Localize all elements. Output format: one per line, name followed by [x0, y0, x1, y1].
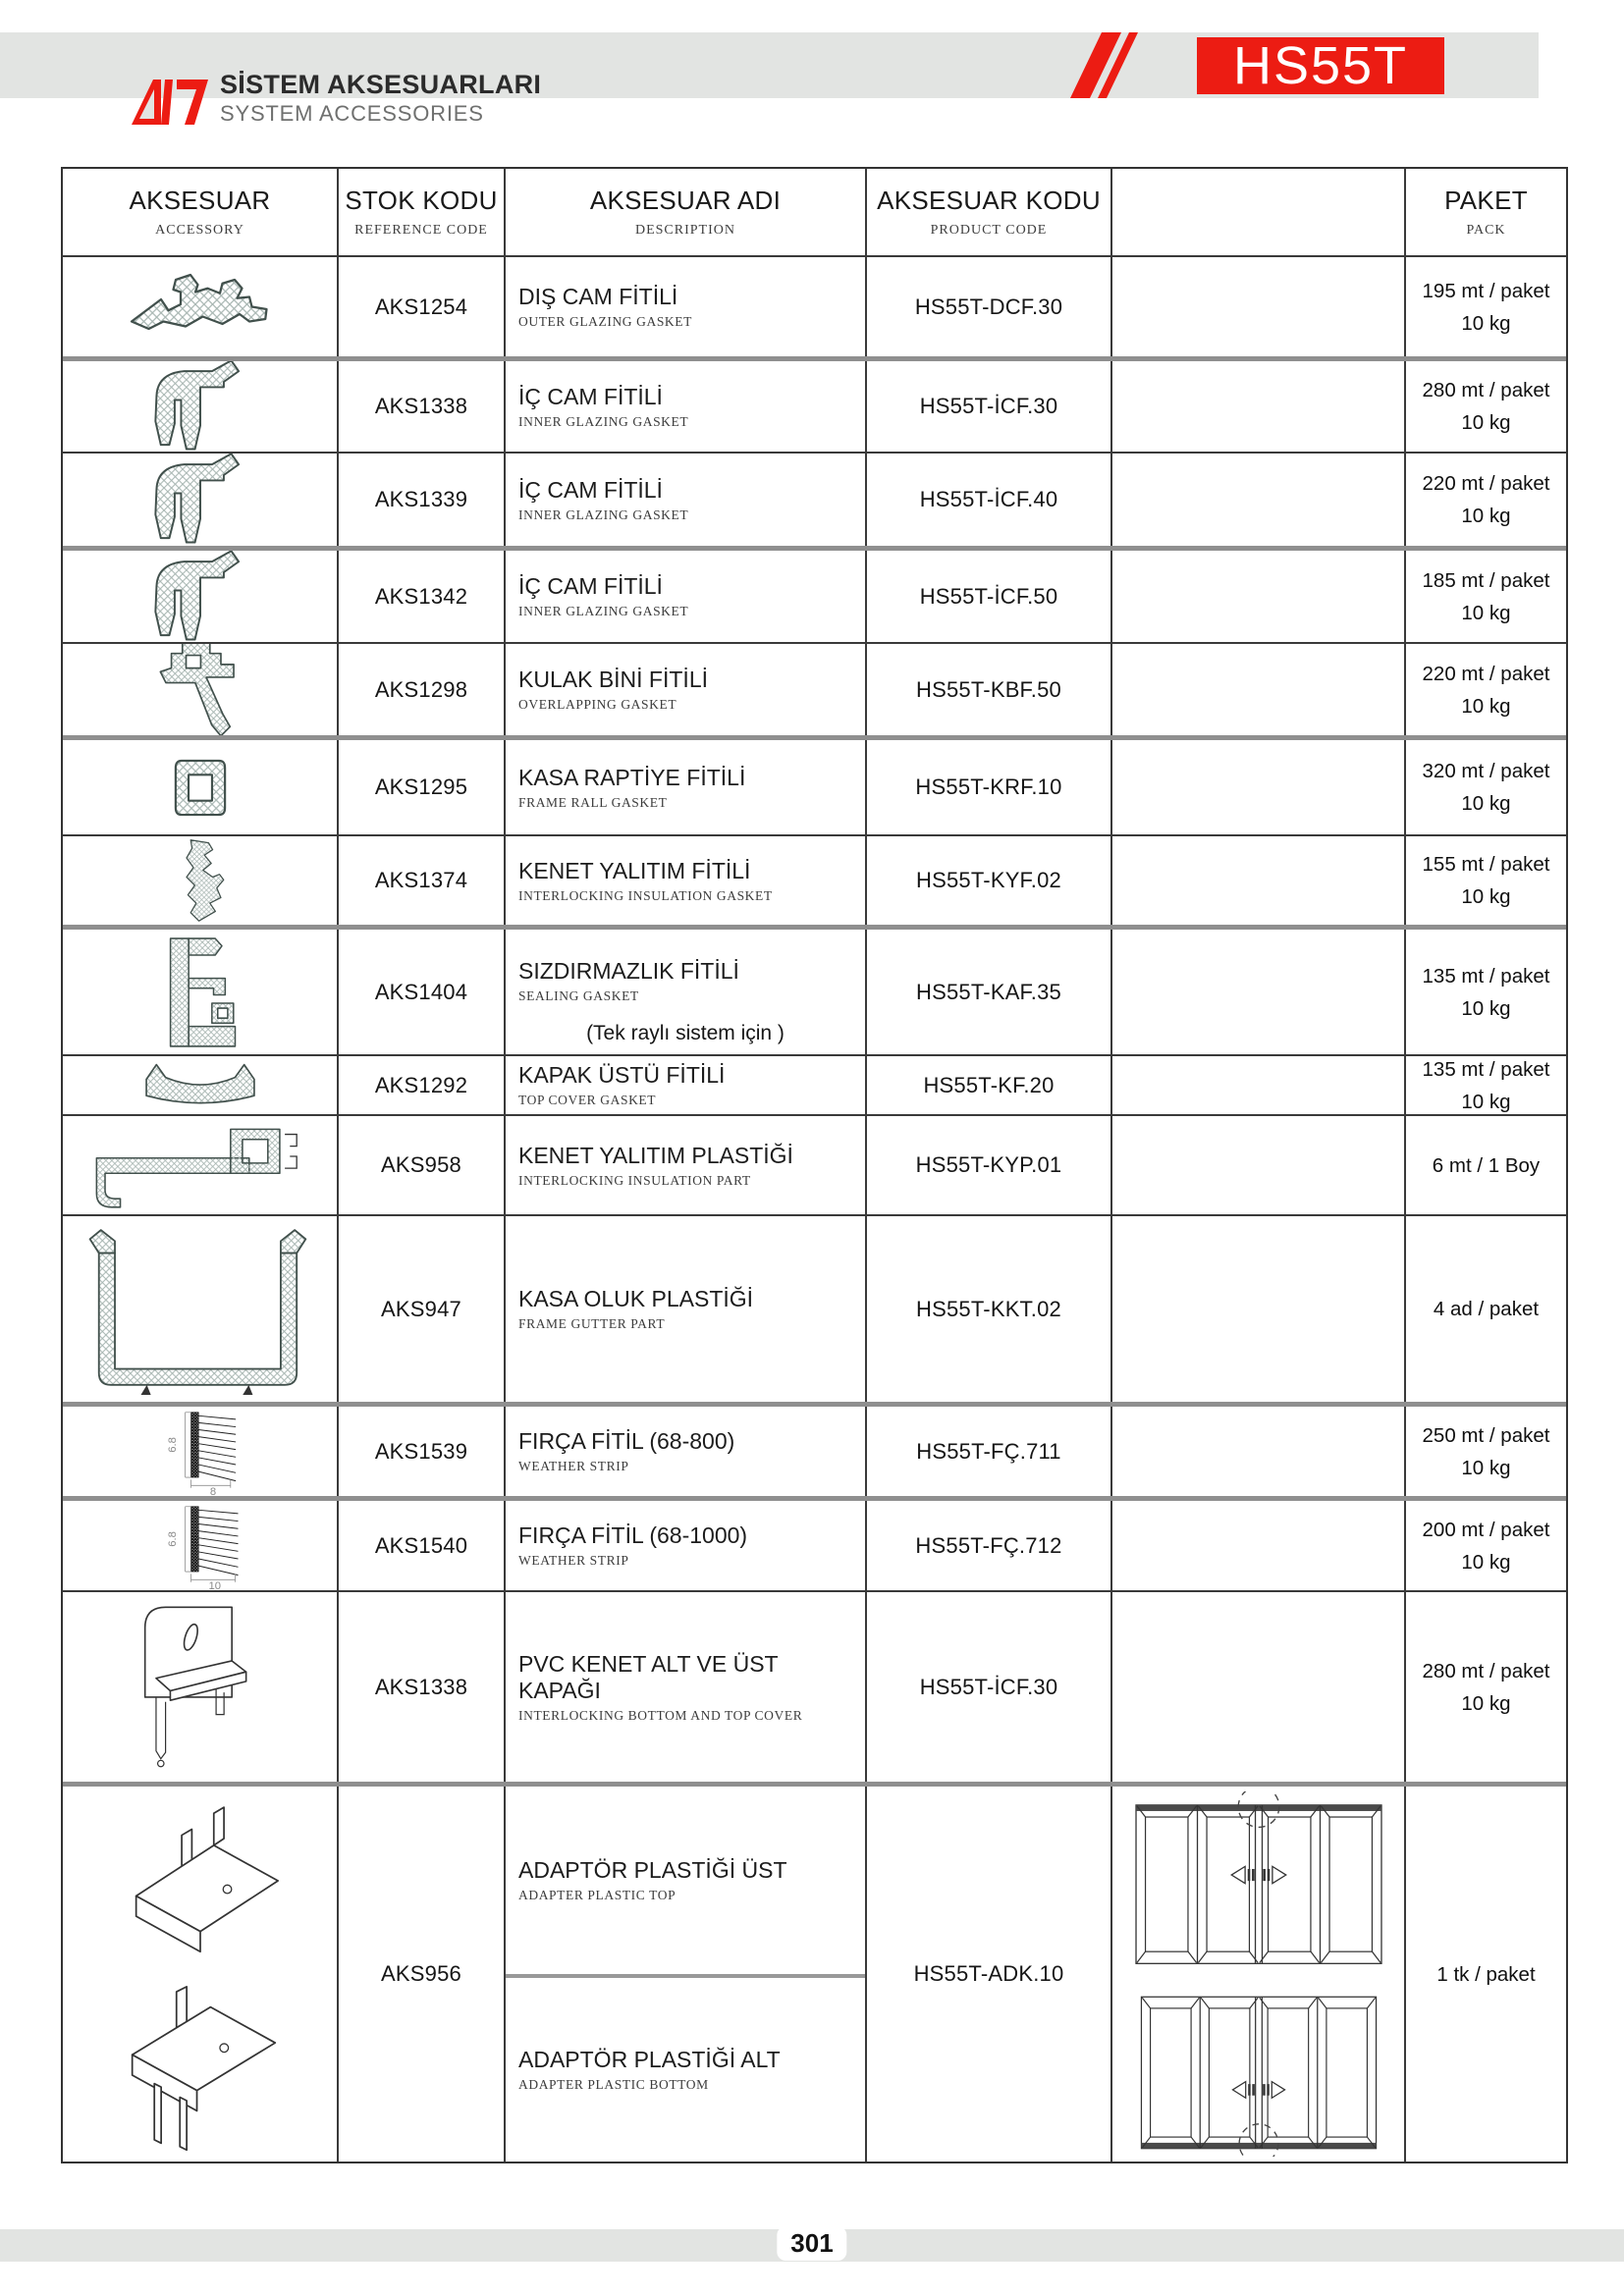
pack-info: 135 mt / paket 10 kg	[1422, 1057, 1550, 1113]
accessory-image-cell	[63, 1592, 339, 1782]
stock-code-value: AKS1338	[374, 394, 468, 418]
dimension-height-label: 6.8	[166, 1530, 179, 1547]
accessory-image-cell	[63, 257, 339, 356]
stock-code-value: AKS958	[381, 1152, 461, 1177]
accessory-name: KASA RAPTİYE FİTİLİ	[518, 764, 746, 790]
frame-rail-gasket-profile-icon	[171, 755, 230, 821]
product-code-value: HS55T-DCF.30	[914, 294, 1063, 319]
header-product-code	[867, 169, 1112, 255]
accessory-name-en: SEALING GASKET	[518, 988, 639, 1003]
company-logo-icon	[124, 70, 214, 129]
accessory-image-cell	[63, 740, 339, 834]
brand-title: SİSTEM AKSESUARLARI	[220, 70, 542, 99]
header-stock-code	[339, 169, 506, 255]
diagram-cell	[1112, 1407, 1406, 1496]
stock-code-value: AKS1404	[374, 979, 468, 1004]
header-accessory-en: ACCESSORY	[155, 223, 244, 238]
accessory-name: KULAK BİNİ FİTİLİ	[518, 667, 708, 692]
adapter-plastic-top-icon	[97, 1796, 303, 1965]
product-code-value: HS55T-KF.20	[923, 1072, 1055, 1097]
adapter-plastic-bottom-icon	[97, 1973, 303, 2152]
page-number-box	[777, 2226, 846, 2261]
stock-code-value: AKS1539	[374, 1438, 468, 1464]
accessory-name-en: INTERLOCKING INSULATION GASKET	[518, 887, 773, 903]
accessory-name: FIRÇA FİTİL (68-1000)	[518, 1522, 748, 1548]
product-code-value: HS55T-KKT.02	[916, 1296, 1061, 1321]
product-code-value: HS55T-İCF.50	[919, 583, 1058, 609]
accessory-name: PVC KENET ALT VE ÜST KAPAĞI	[518, 1650, 779, 1703]
stock-code-value: AKS947	[381, 1296, 461, 1321]
overlapping-gasket-profile-icon	[148, 644, 251, 735]
dimension-width-label: 8	[209, 1485, 216, 1496]
system-banner	[1197, 37, 1444, 94]
table-row	[63, 1590, 1566, 1782]
product-code-value: HS55T-KYP.01	[915, 1152, 1062, 1177]
accessory-name: SIZDIRMAZLIK FİTİLİ	[518, 958, 739, 984]
stock-code-value: AKS1298	[374, 676, 468, 702]
product-code-value: HS55T-KBF.50	[916, 676, 1061, 702]
sliding-window-top-diagram-icon	[1130, 1791, 1387, 1972]
accessory-name-en: FRAME RALL GASKET	[518, 794, 668, 810]
accessory-name-en: WEATHER STRIP	[518, 1459, 629, 1473]
diagram-cell	[1112, 644, 1406, 735]
accessory-image-cell	[63, 644, 339, 735]
accessory-name-en: INTERLOCKING INSULATION PART	[518, 1172, 751, 1188]
header-accessory-tr: AKSESUAR	[129, 186, 271, 215]
header-pack-tr: PAKET	[1444, 186, 1528, 215]
accessory-name: KASA OLUK PLASTİĞİ	[518, 1286, 754, 1311]
stock-code-value: AKS956	[381, 1961, 461, 1986]
product-code-value: HS55T-FÇ.712	[915, 1532, 1062, 1558]
diagram-cell	[1112, 551, 1406, 642]
accessory-name-en: INNER GLAZING GASKET	[518, 507, 689, 522]
diagram-cell	[1112, 1787, 1406, 2162]
diagram-cell	[1112, 740, 1406, 834]
accessory-name: İÇ CAM FİTİLİ	[518, 476, 663, 503]
header-accessory	[63, 169, 339, 255]
brand-subtitle: SYSTEM ACCESSORIES	[220, 101, 484, 126]
diagonal-stripes-icon	[1041, 32, 1208, 98]
table-row	[63, 356, 1566, 452]
pack-info: 135 mt / paket 10 kg	[1422, 964, 1550, 1020]
diagram-cell	[1112, 1056, 1406, 1114]
pack-info: 155 mt / paket 10 kg	[1422, 853, 1550, 908]
table-row	[63, 1054, 1566, 1114]
accessory-image-cell	[63, 1216, 339, 1402]
stock-code-value: AKS1292	[374, 1072, 468, 1097]
sealing-gasket-profile-icon	[158, 934, 243, 1051]
accessory-image-cell	[63, 1501, 339, 1590]
table-row	[63, 452, 1566, 546]
header-description	[506, 169, 867, 255]
table-row	[63, 925, 1566, 1054]
accessory-name-top-half	[506, 1787, 865, 1974]
table-row	[63, 1114, 1566, 1214]
table-row	[63, 1402, 1566, 1496]
system-name: HS55T	[1232, 36, 1409, 95]
accessory-name-bottom-half	[506, 1974, 865, 2162]
accessory-name-en: OUTER GLAZING GASKET	[518, 314, 692, 329]
accessory-note: (Tek raylı sistem için )	[586, 1022, 785, 1044]
header-description-tr: AKSESUAR ADI	[589, 186, 782, 215]
inner-glazing-gasket-profile-icon	[138, 551, 262, 642]
pvc-interlock-cover-part-icon	[117, 1596, 284, 1778]
accessory-name-en: TOP COVER GASKET	[518, 1093, 657, 1107]
product-code-value: HS55T-KRF.10	[915, 774, 1062, 799]
accessory-name: KENET YALITIM FİTİLİ	[518, 857, 751, 883]
header-stock-tr: STOK KODU	[345, 186, 498, 215]
table-row	[63, 1214, 1566, 1402]
product-code-value: HS55T-KYF.02	[916, 868, 1061, 892]
accessory-image-cell	[63, 1787, 339, 2162]
top-cover-gasket-profile-icon	[140, 1059, 260, 1112]
interlocking-insulation-gasket-profile-icon	[172, 837, 229, 924]
accessory-name-en: INTERLOCKING BOTTOM AND TOP COVER	[518, 1707, 803, 1723]
diagram-cell	[1112, 1216, 1406, 1402]
accessory-name: İÇ CAM FİTİLİ	[518, 383, 663, 409]
sliding-window-bottom-diagram-icon	[1130, 1984, 1387, 2157]
header-description-en: DESCRIPTION	[634, 223, 735, 238]
accessory-image-cell	[63, 361, 339, 452]
pack-info: 320 mt / paket 10 kg	[1422, 760, 1550, 815]
accessory-image-cell	[63, 551, 339, 642]
dimension-width-label: 10	[208, 1579, 221, 1590]
interlocking-insulation-part-profile-icon	[67, 1119, 330, 1212]
accessory-name-en: ADAPTER PLASTIC BOTTOM	[518, 2077, 709, 2092]
accessory-name: FIRÇA FİTİL (68-800)	[518, 1428, 735, 1454]
diagram-cell	[1112, 454, 1406, 546]
product-code-value: HS55T-ADK.10	[913, 1961, 1064, 1986]
header-stock-en: REFERENCE CODE	[354, 223, 488, 238]
pack-info: 280 mt / paket 10 kg	[1422, 379, 1550, 434]
accessories-table	[61, 167, 1568, 2163]
stock-code-value: AKS1374	[374, 868, 468, 892]
weather-strip-brush-icon	[137, 1502, 263, 1590]
dimension-height-label: 6.8	[166, 1436, 179, 1453]
accessory-name: ADAPTÖR PLASTİĞİ ÜST	[518, 1857, 787, 1883]
pack-info: 185 mt / paket 10 kg	[1422, 568, 1550, 624]
footer-band	[0, 2229, 1624, 2262]
stock-code-value: AKS1339	[374, 487, 468, 511]
pack-info: 220 mt / paket 10 kg	[1422, 662, 1550, 718]
inner-glazing-gasket-profile-icon	[138, 361, 262, 452]
table-row	[63, 834, 1566, 925]
accessory-name: İÇ CAM FİTİLİ	[518, 573, 663, 599]
accessory-name: DIŞ CAM FİTİLİ	[518, 284, 678, 309]
table-row	[63, 255, 1566, 356]
pack-info: 1 tk / paket	[1436, 1962, 1536, 1986]
diagram-cell	[1112, 836, 1406, 925]
outer-glazing-gasket-profile-icon	[127, 270, 274, 344]
pack-info: 220 mt / paket 10 kg	[1422, 472, 1550, 527]
table-row	[63, 1496, 1566, 1590]
accessory-name-en: WEATHER STRIP	[518, 1553, 629, 1568]
accessory-name-en: FRAME GUTTER PART	[518, 1316, 666, 1331]
pack-info: 6 mt / 1 Boy	[1432, 1153, 1541, 1177]
accessory-image-cell	[63, 930, 339, 1054]
header-product-code-tr: AKSESUAR KODU	[877, 186, 1101, 215]
product-code-value: HS55T-FÇ.711	[916, 1438, 1061, 1464]
diagram-cell	[1112, 1592, 1406, 1782]
accessory-name: ADAPTÖR PLASTİĞİ ALT	[518, 2047, 781, 2072]
pack-info: 4 ad / paket	[1433, 1298, 1540, 1320]
table-row	[63, 546, 1566, 642]
pack-info: 195 mt / paket 10 kg	[1422, 279, 1550, 335]
header-pack	[1406, 169, 1566, 255]
accessory-name-en: INNER GLAZING GASKET	[518, 604, 689, 618]
diagram-cell	[1112, 361, 1406, 452]
pack-info: 250 mt / paket 10 kg	[1422, 1423, 1550, 1479]
header-pack-en: PACK	[1466, 223, 1506, 238]
accessory-image-cell	[63, 836, 339, 925]
accessory-name: KENET YALITIM PLASTİĞİ	[518, 1142, 793, 1168]
header-product-code-en: PRODUCT CODE	[930, 223, 1048, 238]
table-row	[63, 1782, 1566, 2162]
stock-code-value: AKS1338	[374, 1674, 468, 1699]
diagram-cell	[1112, 1501, 1406, 1590]
diagram-cell	[1112, 257, 1406, 356]
product-code-value: HS55T-İCF.40	[919, 487, 1058, 511]
product-code-value: HS55T-İCF.30	[919, 1674, 1058, 1699]
table-row	[63, 642, 1566, 735]
accessory-image-cell	[63, 1056, 339, 1114]
header-diagram	[1112, 169, 1406, 255]
accessory-name: KAPAK ÜSTÜ FİTİLİ	[518, 1062, 726, 1088]
inner-glazing-gasket-profile-icon	[138, 454, 262, 546]
stock-code-value: AKS1295	[374, 774, 468, 799]
product-code-value: HS55T-İCF.30	[919, 394, 1058, 418]
weather-strip-brush-icon	[137, 1408, 263, 1496]
accessory-image-cell	[63, 454, 339, 546]
stock-code-value: AKS1254	[374, 294, 468, 319]
page-number: 301	[790, 2228, 834, 2258]
product-code-value: HS55T-KAF.35	[916, 979, 1061, 1004]
accessory-name-en: OVERLAPPING GASKET	[518, 697, 677, 712]
accessory-image-cell	[63, 1407, 339, 1496]
table-row	[63, 735, 1566, 834]
diagram-cell	[1112, 930, 1406, 1054]
accessory-name-en: INNER GLAZING GASKET	[518, 413, 689, 429]
table-header-row	[63, 169, 1566, 255]
pack-info: 280 mt / paket 10 kg	[1422, 1659, 1550, 1715]
frame-gutter-part-profile-icon	[84, 1223, 315, 1395]
pack-info: 200 mt / paket 10 kg	[1422, 1518, 1550, 1574]
diagram-cell	[1112, 1116, 1406, 1214]
accessory-image-cell	[63, 1116, 339, 1214]
stock-code-value: AKS1342	[374, 583, 468, 609]
accessory-name-en: ADAPTER PLASTIC TOP	[518, 1888, 677, 1902]
stock-code-value: AKS1540	[374, 1532, 468, 1558]
